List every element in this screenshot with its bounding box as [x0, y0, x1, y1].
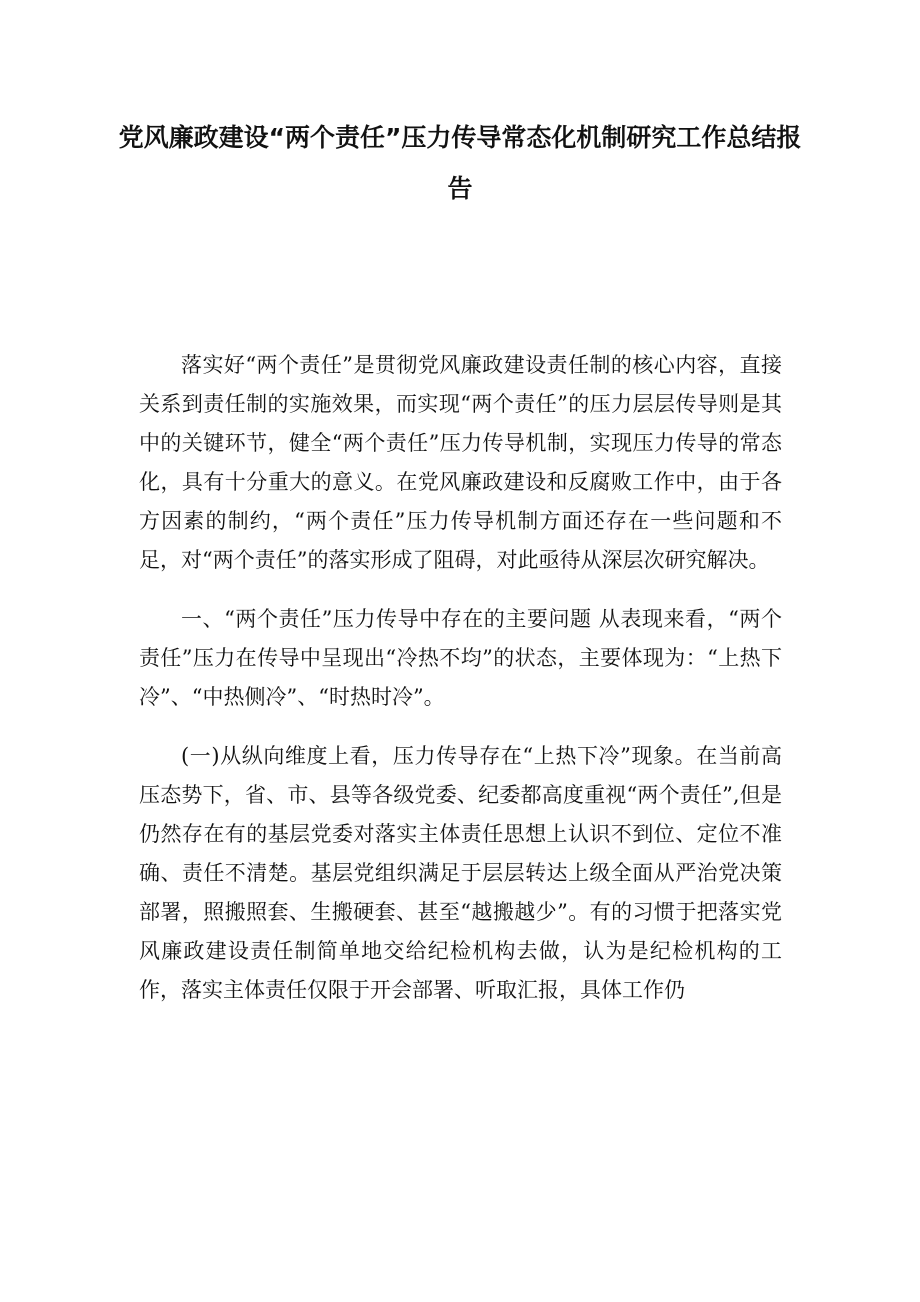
paragraph-subsection-one: (一)从纵向维度上看，压力传导存在“上热下冷”现象。在当前高压态势下，省、市、县等各级党委、纪委都高度重视“两个责任”,但是仍然存在有的基层党委对落实主体责任思想上认识不到位、定位不准确、责任不清楚。基层党组织满足于层层转达上级全面从严治党决策部署，照搬照套、生搬硬套、甚至“越搬越少”。有的习惯于把落实党风廉政建设责任制简单地交给纪检机构去做，认为是纪检机构的工作，落实主体责任仅限于开会部署、听取汇报，具体工作仍	[139, 744, 782, 1002]
paragraph-intro: 落实好“两个责任”是贯彻党风廉政建设责任制的核心内容，直接关系到责任制的实施效果，而实现“两个责任”的压力层层传导则是其中的关键环节，健全“两个责任”压力传导机制，实现压力传导的常态化，具有十分重大的意义。在党风廉政建设和反腐败工作中，由于各方因素的制约，“两个责任”压力传导机制方面还存在一些问题和不足，对“两个责任”的落实形成了阻碍，对此亟待从深层次研究解决。	[139, 353, 782, 572]
document-title: 党风廉政建设“两个责任”压力传导常态化机制研究工作总结报告	[118, 123, 802, 203]
paragraph-section-one: 一、“两个责任”压力传导中存在的主要问题 从表现来看，“两个责任”压力在传导中呈现出“冷热不均”的状态，主要体现为：“上热下冷”、“中热侧冷”、“时热时冷”。	[139, 607, 782, 709]
document-body	[139, 346, 782, 1010]
